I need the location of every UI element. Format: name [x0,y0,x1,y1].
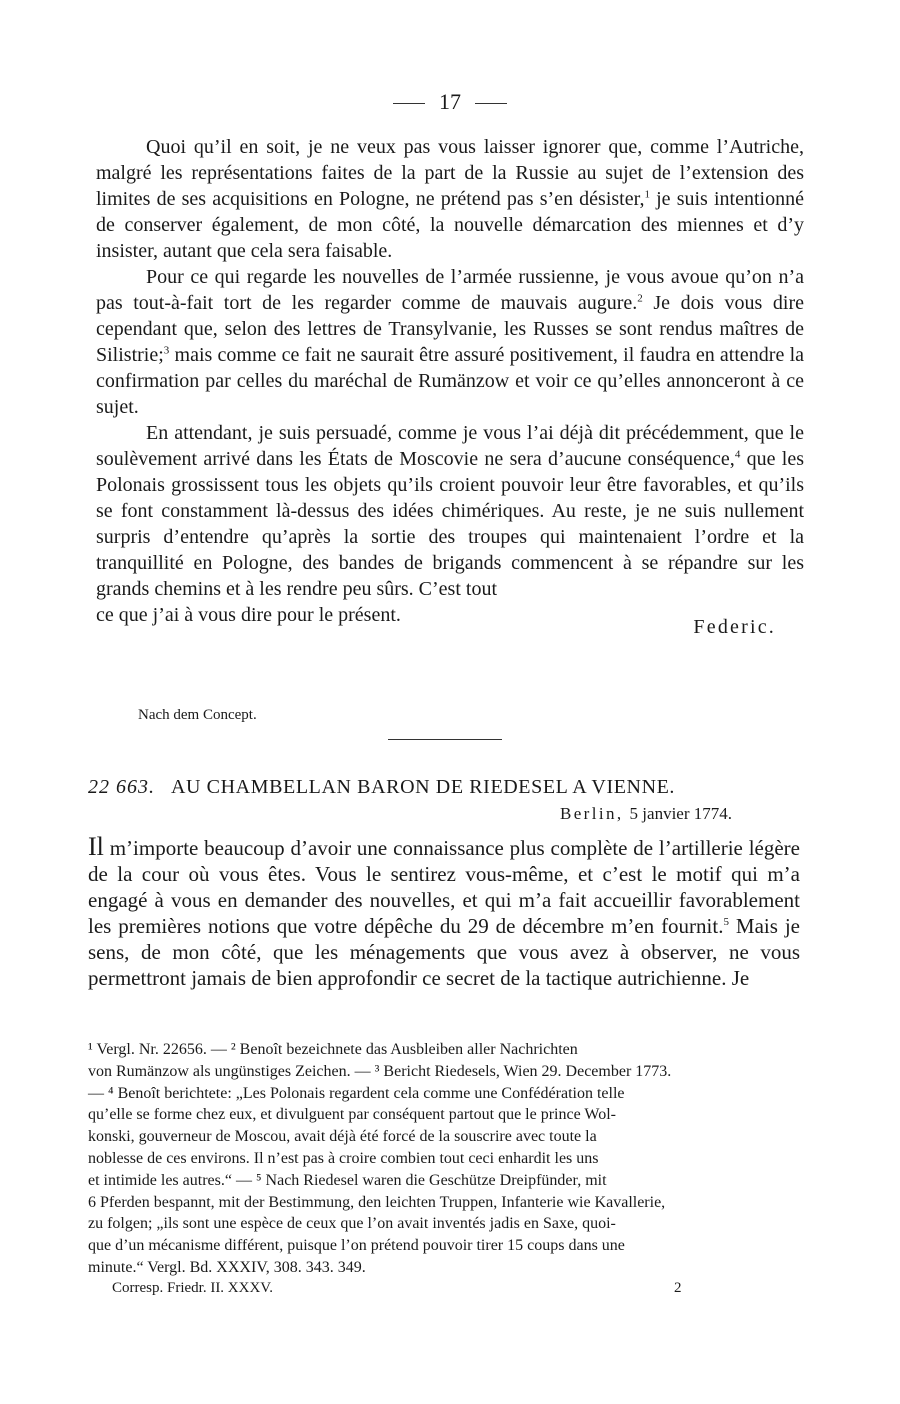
continued-letter [96,134,804,638]
sheet-signature: 2 [674,1280,682,1296]
letter-body [88,834,800,991]
footnote-line: minute.“ Vergl. Bd. XXXIV, 308. 343. 349. [88,1258,366,1276]
letter-heading [88,774,800,800]
footnote-line: ¹ Vergl. Nr. 22656. — ² Benoît bezeichnete das Ausbleiben aller Nachrichten [88,1041,578,1058]
paragraph-3-text-a: En attendant, je suis persuadé, comme je vous l’ai déjà dit précédemment, que le soulèvement arrivé dans les États de Moscovie ne sera d’aucune conséquence, [96,422,804,470]
letter-date: 5 janvier 1774. [629,804,732,823]
header-rule-right [475,103,507,104]
place-date [560,804,732,824]
page-number: 17 [439,89,461,114]
footnote-ref-5: 5 [723,916,729,928]
paragraph-1-text-b: je suis intentionné de conserver également, de mon côté, la nouvelle démarcation des miennes et d’y insister, autant que cela sera faisable. [96,188,804,262]
letter-text-a: m’importe beaucoup d’avoir une connaissance plus complète de l’artillerie légère de la cour où vous êtes. Vous le sentirez vous-même, et c’est le motif qui m’a engagé à vous en demander des nouvelles, et qui m’a fait accueillir favorablement les premières notions que votre dépêche du 29 de décembre m’en fournit. [88,836,800,938]
footnote-line: que d’un mécanisme différent, puisque l’on prétend pouvoir tirer 15 coups dans une [88,1237,625,1255]
footnote-line: noblesse de ces environs. Il n’est pas à croire combien tout ceci enhardit les uns [88,1149,599,1167]
page-footer [112,1280,692,1297]
paragraph-3-text-b: que les Polonais grossissent tous les objets qu’ils croient pouvoir leur être favorables, et qu’ils se font constamment là-dessus des idées chimériques. Au reste, je ne suis nullement surpris d’entendre qu’après la sortie des troupes qui maintenaient l’ordre et la tranquillité en Pologne, des bandes de brigands commencent à se répandre sur les grands chemins et à les rendre peu sûrs. C’est tout [96,448,804,600]
footnote-line: zu folgen; „ils sont une espèce de ceux que l’on avait inventés jadis en Saxe, quoi- [88,1215,616,1233]
closing-line [96,602,804,638]
header-rule-left [393,103,425,104]
signature: Federic. [693,616,776,638]
closing-text: ce que j’ai à vous dire pour le présent. [96,604,401,626]
series-title: Corresp. Friedr. II. XXXV. [112,1280,273,1296]
paragraph-2-text-b: Je dois vous dire cependant que, selon des lettres de Transylvanie, les Russes se sont rendus maîtres de Silistrie; [96,292,804,366]
page-header [0,88,900,116]
footnote-line: von Rumänzow als ungünstiges Zeichen. — ³ Bericht Riedesels, Wien 29. December 1773. [88,1062,672,1080]
source-note: Nach dem Concept. [138,707,257,723]
paragraph-2-text-a: Pour ce qui regarde les nouvelles de l’armée russienne, je vous avoue qu’on n’a pas tout-à-fait tort de les regarder comme de mauvais augure. [96,266,804,314]
footnote-ref-3: 3 [163,344,170,357]
letter-number: 22 663. [88,776,155,798]
footnote-ref-2: 2 [637,292,643,305]
paragraph-2-text-c: mais comme ce fait ne saurait être assuré positivement, il faudra en attendre la confirmation par celles du maréchal de Rumänzow et voir ce qu’elles annonceront à ce sujet. [96,344,804,418]
paragraph-1-text-a: Quoi qu’il en soit, je ne veux pas vous laisser ignorer que, comme l’Autriche, malgré les représentations faites de la part de la Russie au sujet de l’extension des limites de ses acquisitions en Pologne, ne prétend pas s’en désister, [96,136,804,210]
footnote-line: — ⁴ Benoît berichtete: „Les Polonais regardent cela comme une Confédération telle [88,1084,625,1102]
letter-text-b: Mais je sens, de mon côté, que les ménagements que vous avez à observer, ne vous permettront jamais de bien approfondir ce secret de la tactique autrichienne. Je [88,914,801,990]
section-divider [388,739,502,740]
footnote-ref-1: 1 [644,188,650,201]
footnotes [88,1039,800,1279]
footnote-line: 6 Pferden bespannt, mit der Bestimmung, den leichten Truppen, Infanterie wie Kavallerie, [88,1193,666,1211]
paragraph-2 [96,264,804,420]
letter-paragraph [88,834,800,991]
letter-initial: Il [88,832,104,861]
paragraph-1 [96,134,804,264]
footnote-line: konski, gouverneur de Moscou, avait déjà été forcé de la souscrire avec toute la [88,1128,597,1146]
paragraph-3 [96,420,804,602]
footnote-ref-4: 4 [734,448,741,461]
letter-title: AU CHAMBELLAN BARON DE RIEDESEL A VIENNE. [171,776,676,798]
footnote-line: et intimide les autres.“ — ⁵ Nach Riedesel waren die Geschütze Dreipfünder, mit [88,1171,607,1189]
footnote-line: qu’elle se forme chez eux, et divulguent par conséquent partout que le prince Wol- [88,1106,616,1124]
letter-place: Berlin, [560,804,624,823]
